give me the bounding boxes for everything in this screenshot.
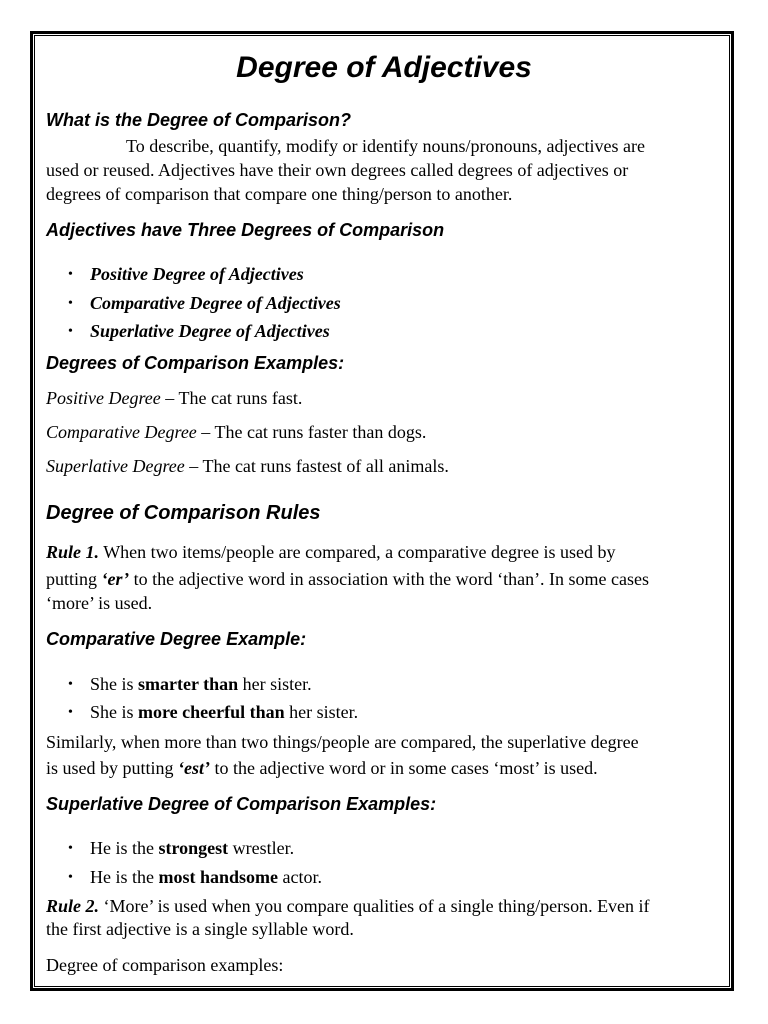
bullet-marker: • (68, 296, 73, 311)
rule1-text: to the adjective word in association with the word ‘than’. In some cases (129, 569, 650, 589)
example-text: – The cat runs fast. (160, 388, 303, 408)
rule2-line-1 (46, 894, 650, 918)
intro-line-3: degrees of comparison that compare one thing/person to another. (46, 184, 513, 204)
heading-superlative-examples: Superlative Degree of Comparison Examples: (46, 794, 437, 814)
bullet-marker: • (68, 841, 73, 856)
body-text: is used by putting (46, 758, 179, 778)
rule1-text: When two items/people are compared, a comparative degree is used by (99, 542, 616, 562)
list-item-superlative: Superlative Degree of Adjectives (90, 321, 330, 341)
example-positive (46, 386, 302, 410)
bullet-marker: • (68, 267, 73, 282)
similarly-line-2 (46, 756, 598, 780)
similarly-line-1: Similarly, when more than two things/people are compared, the superlative degree (46, 732, 639, 752)
heading-what-is-degree: What is the Degree of Comparison? (46, 110, 352, 130)
rule1-suffix-er: ‘er’ (101, 569, 130, 589)
intro-line-2: used or reused. Adjectives have their own degrees called degrees of adjectives or (46, 160, 629, 180)
heading-examples: Degrees of Comparison Examples: (46, 353, 345, 373)
example-text: He is the (90, 838, 159, 858)
example-text: wrestler. (228, 838, 295, 858)
suffix-est: ‘est’ (178, 758, 210, 778)
comparative-example-1 (90, 672, 312, 696)
rule1-label: Rule 1. (46, 542, 100, 562)
example-superlative (46, 454, 449, 478)
body-text: to the adjective word or in some cases ‘most’ is used. (210, 758, 598, 778)
example-text: her sister. (284, 702, 359, 722)
rule2-label: Rule 2. (46, 896, 100, 916)
list-item-positive: Positive Degree of Adjectives (90, 264, 304, 284)
rule1-line-3: ‘more’ is used. (46, 593, 153, 613)
example-label: Superlative Degree (46, 456, 185, 476)
heading-comparative-example: Comparative Degree Example: (46, 629, 307, 649)
example-keyword: strongest (158, 838, 229, 858)
example-text: – The cat runs fastest of all animals. (184, 456, 449, 476)
superlative-example-1 (90, 836, 294, 860)
example-label: Positive Degree (46, 388, 161, 408)
example-label: Comparative Degree (46, 422, 197, 442)
intro-line-1: To describe, quantify, modify or identify nouns/pronouns, adjectives are (126, 136, 645, 156)
rule1-text: putting (46, 569, 102, 589)
example-text: She is (90, 702, 139, 722)
rule1-line-2 (46, 567, 649, 591)
closing-line: Degree of comparison examples: (46, 955, 284, 975)
heading-rules: Degree of Comparison Rules (46, 502, 321, 524)
list-item-comparative: Comparative Degree of Adjectives (90, 293, 341, 313)
rule2-line-2: the first adjective is a single syllable word. (46, 919, 354, 939)
example-comparative (46, 420, 426, 444)
page-title: Degree of Adjectives (236, 51, 532, 84)
superlative-example-2 (90, 865, 322, 889)
heading-three-degrees: Adjectives have Three Degrees of Comparison (46, 220, 445, 240)
example-keyword: most handsome (158, 867, 278, 887)
example-keyword: smarter than (138, 674, 239, 694)
bullet-marker: • (68, 677, 73, 692)
example-text: She is (90, 674, 139, 694)
example-text: – The cat runs faster than dogs. (196, 422, 427, 442)
comparative-example-2 (90, 700, 358, 724)
example-keyword: more cheerful than (138, 702, 285, 722)
example-text: her sister. (238, 674, 312, 694)
bullet-marker: • (68, 705, 73, 720)
example-text: actor. (278, 867, 322, 887)
example-text: He is the (90, 867, 159, 887)
bullet-marker: • (68, 324, 73, 339)
bullet-marker: • (68, 870, 73, 885)
rule1-line-1 (46, 540, 616, 564)
rule2-text: ‘More’ is used when you compare qualities of a single thing/person. Even if (99, 896, 650, 916)
